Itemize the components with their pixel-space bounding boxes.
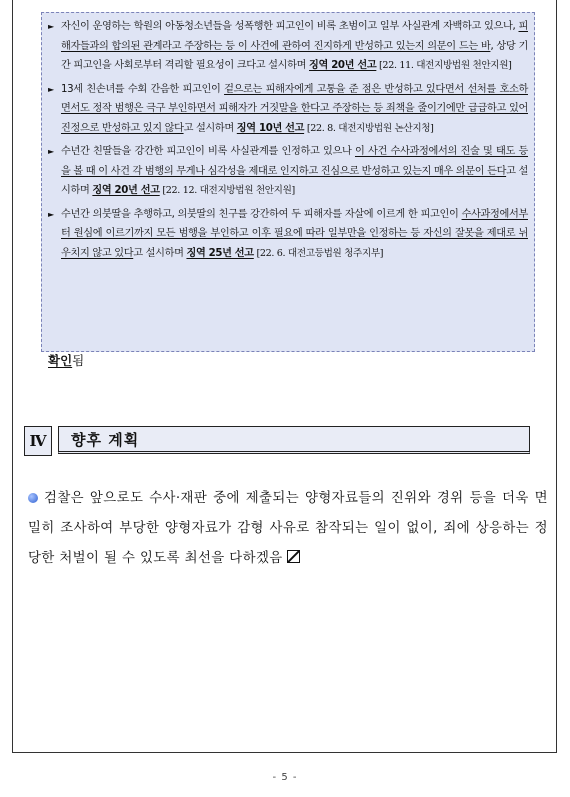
case-text: 고 설시하며	[133, 247, 187, 259]
case-text: 자신이 운영하는 학원의 아동청소년들을 성폭행한 피고인이 비록 초범이고 일부 사실관계 자백하고 있으나,	[61, 21, 519, 32]
case-text: 수년간 친딸들을 강간한 피고인이 비록 사실관계를 인정하고 있으나	[61, 146, 355, 157]
case-item-4	[48, 205, 528, 264]
triangle-bullet-icon: ►	[48, 147, 54, 156]
case-court: [22. 8. 대전지방법원 논산지청]	[304, 122, 434, 134]
case-item-3	[48, 142, 528, 201]
case-text: 고 설시하며	[183, 122, 237, 134]
case-underlined-text: 수사과정에서부터 원심에 이르기까지 모든 범행을 부인하고 이후 필요에 따라 일부만을 인정하는 등 자신의 잘못을 제대로 뉘우치지 않고 있다	[61, 208, 528, 259]
plan-text: 검찰은 앞으로도 수사·재판 중에 제출되는 양형자료들의 진위와 경위 등을 더욱 면밀히 조사하여 부당한 양형자료가 감형 사유로 참작되는 일이 없이, 죄에 상응하는 정당한 처벌이 될 수 있도록 최선을 다하겠음	[28, 491, 548, 566]
case-text: , 상당 기간 피고인을 사회로부터 격리할 필요성이 크다고 설시하며	[61, 40, 528, 71]
case-underlined-text: 피해자들과의 합의된 관계라고 주장하는 등 이 사건에 관하여 진지하게 반성하고 있는지 의문이 드는 바	[61, 21, 528, 52]
case-court: [22. 11. 대전지방법원 천안지원]	[376, 60, 512, 71]
plan-paragraph	[28, 484, 548, 574]
circle-bullet-icon	[28, 493, 38, 503]
case-item-1	[48, 17, 528, 76]
triangle-bullet-icon: ►	[48, 209, 54, 219]
case-underlined-text: 겉으로는 피해자에게 고통을 준 점은 반성하고 있다면서 선처를 호소하면서도 정작 범행은 극구 부인하면서 피해자가 거짓말을 한다고 주장하는 등 죄책을 줄이기에만 급급하고 있어 진정으로 반성하고 있지 않다	[61, 83, 528, 134]
case-text: 13세 친손녀를 수회 간음한 피고인이	[61, 83, 225, 95]
case-sentence: 징역 20년 선고	[92, 185, 160, 196]
case-court: [22. 12. 대전지방법원 천안지원]	[159, 185, 295, 196]
confirm-rest: 됨	[72, 353, 85, 368]
case-examples-box	[41, 12, 535, 352]
triangle-bullet-icon: ►	[48, 84, 54, 94]
case-sentence: 징역 10년 선고	[236, 122, 305, 134]
case-sentence: 징역 25년 선고	[186, 247, 254, 259]
section-header	[24, 426, 532, 456]
confirm-line	[48, 352, 84, 370]
end-mark-icon	[287, 550, 300, 563]
section-title: 향후 계획	[58, 426, 530, 454]
case-text: 수년간 의붓딸을 추행하고, 의붓딸의 친구를 강간하여 두 피해자를 자살에 이르게 한 피고인이	[61, 208, 462, 220]
page-number: - 5 -	[272, 772, 298, 783]
case-item-2	[48, 80, 528, 139]
section-number: Ⅳ	[24, 426, 52, 456]
triangle-bullet-icon: ►	[48, 22, 54, 31]
case-court: [22. 6. 대전고등법원 청주지부]	[253, 247, 384, 259]
case-text: 고 설시하며	[61, 165, 528, 196]
case-sentence: 징역 20년 선고	[309, 60, 377, 71]
confirm-bold: 확인	[48, 353, 73, 368]
case-underlined-text: 이 사건 수사과정에서의 진술 및 태도 등을 볼 때 이 사건 각 범행의 무게나 심각성을 제대로 인지하고 진심으로 반성하고 있는지 매우 의문이 든다	[61, 146, 529, 177]
